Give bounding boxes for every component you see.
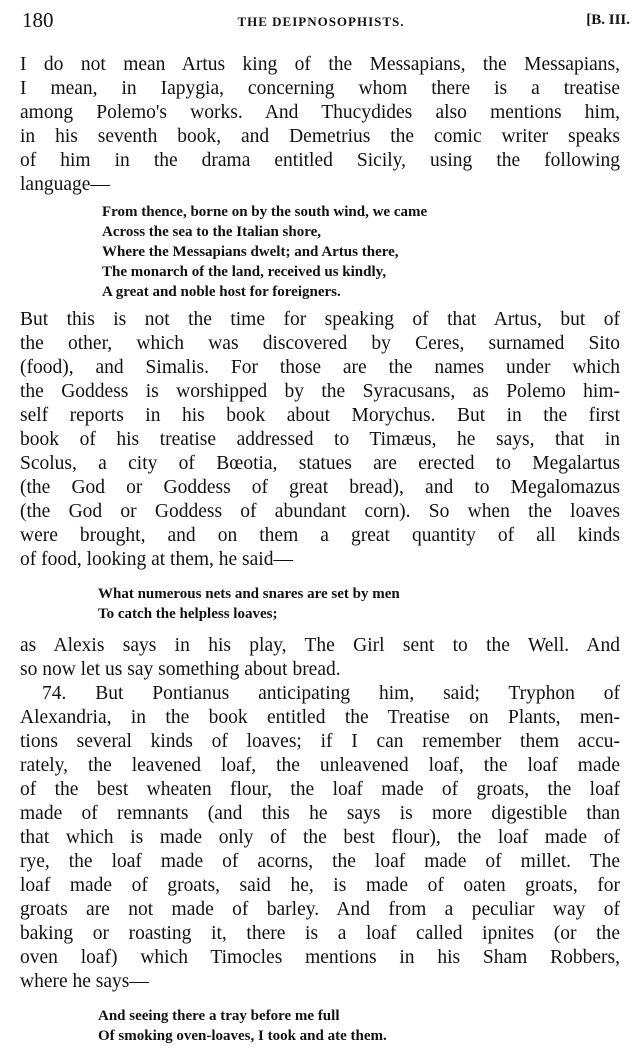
text-line: as Alexis says in his play, The Girl sent to the Well. And — [20, 635, 620, 656]
text-line: I do not mean Artus king of the Messapians, the Messapians, — [20, 54, 620, 75]
text-line: of the best wheaten flour, the loaf made of groats, the loaf — [20, 779, 620, 800]
page-number: 180 — [22, 8, 54, 32]
verse-line: From thence, borne on by the south wind, we came — [102, 204, 428, 220]
text-line: rye, the loaf made of acorns, the loaf made of millet. The — [20, 851, 620, 872]
verse-quote-2 — [98, 584, 400, 624]
text-line: But this is not the time for speaking of that Artus, but of — [20, 309, 620, 330]
text-line: baking or roasting it, there is a loaf called ipnites (or the — [20, 923, 620, 944]
text-line: Alexandria, in the book entitled the Treatise on Plants, men- — [20, 707, 620, 728]
verse-line: What numerous nets and snares are set by men — [98, 586, 400, 602]
text-line: of him in the drama entitled Sicily, using the following — [20, 150, 620, 171]
text-line: groats are not made of barley. And from a peculiar way of — [20, 899, 620, 920]
text-line: loaf made of groats, said he, is made of oaten groats, for — [20, 875, 620, 896]
text-line: tions several kinds of loaves; if I can remember them accu- — [20, 731, 620, 752]
text-line: among Polemo's works. And Thucydides also mentions him, — [20, 102, 620, 123]
text-line: the other, which was discovered by Ceres, surnamed Sito — [20, 333, 620, 354]
verse-line: The monarch of the land, received us kindly, — [102, 264, 387, 280]
text-line: that which is made only of the best flour), the loaf made of — [20, 827, 620, 848]
text-line: self reports in his book about Morychus. But in the first — [20, 405, 620, 426]
verse-quote-1 — [102, 202, 427, 302]
verse-quote-3 — [98, 1006, 387, 1046]
text-line: the Goddess is worshipped by the Syracusans, as Polemo him- — [20, 381, 620, 402]
paragraph-2 — [20, 308, 620, 572]
text-line: language— — [20, 174, 110, 195]
verse-line: To catch the helpless loaves; — [98, 606, 278, 622]
text-line: (the God or Goddess of abundant corn). So when the loaves — [20, 501, 620, 522]
text-line: (the God or Goddess of great bread), and to Megalomazus — [20, 477, 620, 498]
text-line: where he says— — [20, 971, 149, 992]
text-line: I mean, in Iapygia, concerning whom there is a treatise — [20, 78, 620, 99]
text-line: Scolus, a city of Bœotia, statues are erected to Megalartus — [20, 453, 620, 474]
text-line: in his seventh book, and Demetrius the comic writer speaks — [20, 126, 620, 147]
paragraph-4 — [20, 682, 620, 994]
text-line: book of his treatise addressed to Timæus, he says, that in — [20, 429, 620, 450]
verse-line: Across the sea to the Italian shore, — [102, 224, 322, 240]
paragraph-1 — [20, 53, 620, 197]
text-line: so now let us say something about bread. — [20, 659, 341, 680]
text-line: rately, the leavened loaf, the unleavened loaf, the loaf made — [20, 755, 620, 776]
verse-line: A great and noble host for foreigners. — [102, 284, 341, 300]
verse-line: Where the Messapians dwelt; and Artus there, — [102, 244, 399, 260]
text-line: 74. But Pontianus anticipating him, said; Tryphon of — [42, 683, 620, 704]
book-section: [B. III. — [586, 12, 630, 28]
verse-line: Of smoking oven-loaves, I took and ate them. — [98, 1028, 387, 1044]
text-line: oven loaf) which Timocles mentions in his Sham Robbers, — [20, 947, 620, 968]
running-title: THE DEIPNOSOPHISTS. — [237, 14, 405, 29]
text-line: of food, looking at them, he said— — [20, 549, 293, 570]
verse-line: And seeing there a tray before me full — [98, 1008, 340, 1024]
text-line: made of remnants (and this he says is more digestible than — [20, 803, 620, 824]
text-line: (food), and Simalis. For those are the names under which — [20, 357, 620, 378]
text-line: were brought, and on them a great quantity of all kinds — [20, 525, 620, 546]
paragraph-3 — [20, 634, 620, 682]
